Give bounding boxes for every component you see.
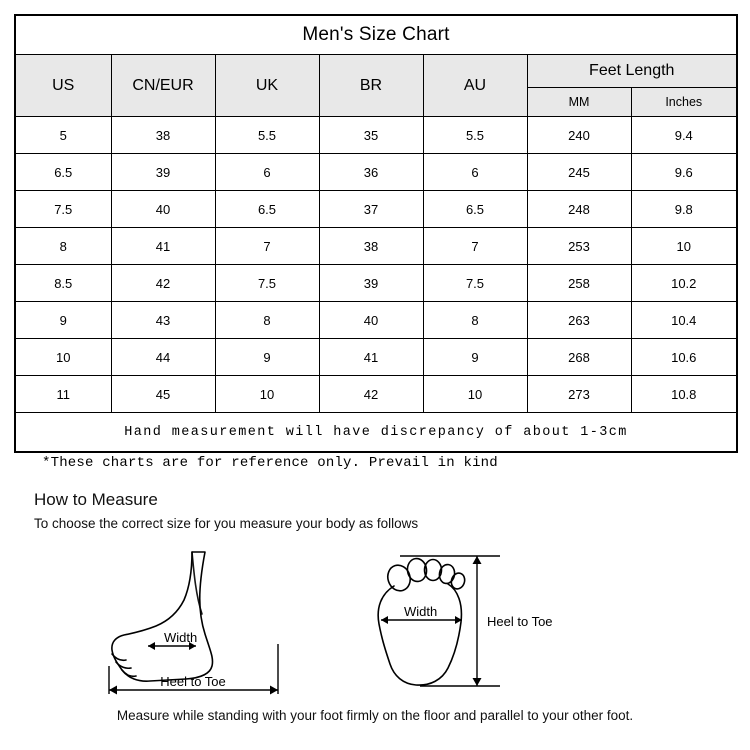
cell-br: 38 [319,228,423,265]
table-row [15,191,737,228]
side-foot-outline [112,552,213,681]
cell-us: 5 [15,117,111,154]
cell-inches: 10.2 [631,265,737,302]
cell-inches: 10.4 [631,302,737,339]
cell-mm: 273 [527,376,631,413]
table-row [15,154,737,191]
table-row [15,265,737,302]
table-row [15,339,737,376]
column-header-mm: MM [527,88,631,117]
cell-cn-eur: 38 [111,117,215,154]
cell-mm: 248 [527,191,631,228]
cell-au: 6 [423,154,527,191]
column-header-uk: UK [215,55,319,117]
cell-uk: 8 [215,302,319,339]
side-width-label: Width [164,630,198,645]
cell-uk: 6.5 [215,191,319,228]
cell-au: 9 [423,339,527,376]
how-to-measure-heading: How to Measure [34,490,158,509]
cell-inches: 10 [631,228,737,265]
measure-footer-note: Measure while standing with your foot firmly on the floor and parallel to your other foot. [116,708,634,723]
cell-inches: 10.6 [631,339,737,376]
column-header-au: AU [423,55,527,117]
cell-cn-eur: 42 [111,265,215,302]
cell-uk: 6 [215,154,319,191]
column-header-br: BR [319,55,423,117]
cell-br: 39 [319,265,423,302]
size-chart-container [14,14,736,453]
cell-uk: 7 [215,228,319,265]
cell-cn-eur: 43 [111,302,215,339]
column-header-cn-eur: CN/EUR [111,55,215,117]
top-foot-outline [378,557,466,685]
cell-us: 6.5 [15,154,111,191]
cell-uk: 9 [215,339,319,376]
cell-au: 6.5 [423,191,527,228]
top-length-arrow [400,556,500,686]
side-length-label: Heel to Toe [160,674,226,689]
cell-au: 7.5 [423,265,527,302]
cell-au: 10 [423,376,527,413]
cell-inches: 9.4 [631,117,737,154]
cell-au: 7 [423,228,527,265]
cell-us: 11 [15,376,111,413]
top-width-label: Width [404,604,438,619]
cell-inches: 9.8 [631,191,737,228]
table-header-row-1 [15,55,737,88]
cell-cn-eur: 45 [111,376,215,413]
measurement-diagrams [0,534,750,706]
cell-cn-eur: 39 [111,154,215,191]
cell-us: 10 [15,339,111,376]
table-title-row [15,15,737,55]
cell-au: 5.5 [423,117,527,154]
table-row [15,117,737,154]
table-row [15,376,737,413]
cell-uk: 7.5 [215,265,319,302]
cell-au: 8 [423,302,527,339]
cell-uk: 5.5 [215,117,319,154]
cell-mm: 245 [527,154,631,191]
cell-br: 40 [319,302,423,339]
cell-cn-eur: 40 [111,191,215,228]
cell-inches: 10.8 [631,376,737,413]
page-title: Men's Size Chart [15,15,737,55]
cell-mm: 268 [527,339,631,376]
cell-mm: 258 [527,265,631,302]
how-to-measure-subheading: To choose the correct size for you measure your body as follows [34,516,419,531]
table-note-row [15,413,737,453]
column-header-us: US [15,55,111,117]
top-length-label: Heel to Toe [487,614,553,629]
cell-mm: 240 [527,117,631,154]
cell-cn-eur: 41 [111,228,215,265]
cell-inches: 9.6 [631,154,737,191]
cell-br: 35 [319,117,423,154]
reference-only-note: *These charts are for reference only. Prevail in kind [42,455,498,471]
cell-br: 41 [319,339,423,376]
cell-br: 37 [319,191,423,228]
table-row [15,228,737,265]
cell-us: 9 [15,302,111,339]
foot-diagram-svg [0,534,750,706]
cell-br: 42 [319,376,423,413]
cell-cn-eur: 44 [111,339,215,376]
cell-us: 8 [15,228,111,265]
cell-mm: 263 [527,302,631,339]
size-chart-table [14,14,738,453]
cell-us: 8.5 [15,265,111,302]
discrepancy-note: Hand measurement will have discrepancy of about 1-3cm [15,413,737,453]
column-header-feet-length: Feet Length [527,55,737,88]
cell-mm: 253 [527,228,631,265]
column-header-inches: Inches [631,88,737,117]
cell-br: 36 [319,154,423,191]
cell-us: 7.5 [15,191,111,228]
table-row [15,302,737,339]
cell-uk: 10 [215,376,319,413]
